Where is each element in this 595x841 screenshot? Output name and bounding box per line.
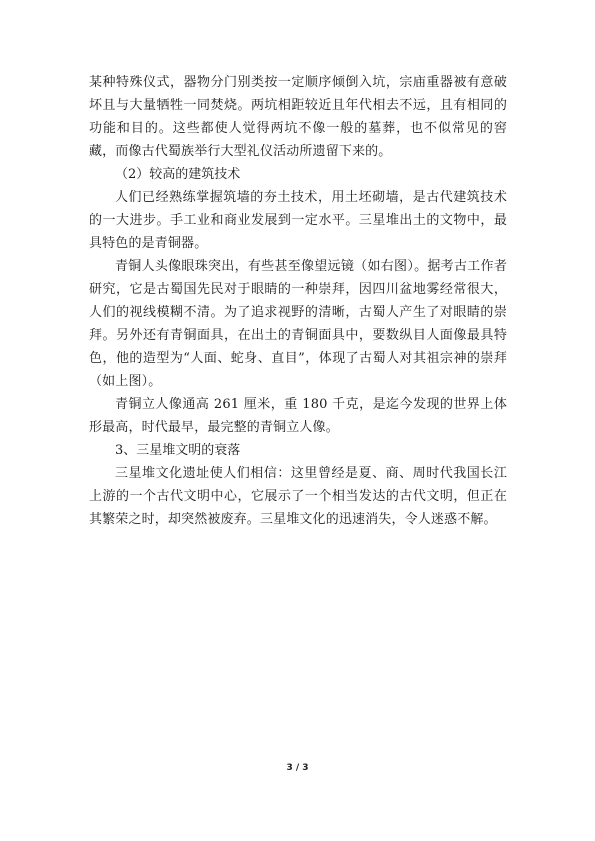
section-heading-decline: 3、三星堆文明的衰落 [115, 443, 241, 458]
page-number: 3 / 3 [286, 763, 309, 773]
paragraph-ritual-continuation: 某种特殊仪式，器物分门别类按一定顺序倾倒入坑，宗庙重器被有意破坏且与大量牺牲一同焚烧。两坑相距较近且年代相去不远，且有相同的功能和目的。这些都使人觉得两坑不像一般的墓葬，也不似常见的窖藏，而像古代蜀族举行大型礼仪活动所遗留下来的。 [89, 75, 507, 159]
paragraph-bronze-heads: 青铜人头像眼珠突出，有些甚至像望远镜（如右图）。据考古工作者研究，它是古蜀国先民对于眼睛的一种崇拜，因四川盆地雾经常很大，人们的视线模糊不清。为了追求视野的清晰，古蜀人产生了对眼睛的崇拜。另外还有青铜面具，在出土的青铜面具中，要数纵目人面像最具特色，他的造型为“人面、蛇身、直目”，体现了古蜀人对其祖宗神的崇拜（如上图）。 [89, 259, 507, 389]
paragraph-rammed-earth: 人们已经熟练掌握筑墙的夯土技术，用土坯砌墙，是古代建筑技术的一大进步。手工业和商业发展到一定水平。三星堆出土的文物中，最具特色的是青铜器。 [89, 190, 507, 251]
paragraph-decline: 三星堆文化遗址使人们相信：这里曾经是夏、商、周时代我国长江上游的一个古代文明中心，它展示了一个相当发达的古代文明，但正在其繁荣之时，却突然被废弃。三星堆文化的迅速消失，令人迷惑不解。 [89, 466, 507, 527]
paragraph-bronze-statue: 青铜立人像通高 261 厘米，重 180 千克，是迄今发现的世界上体形最高，时代最早，最完整的青铜立人像。 [89, 397, 507, 435]
document-body [89, 71, 507, 531]
section-heading-architecture: （2）较高的建筑技术 [115, 167, 241, 182]
